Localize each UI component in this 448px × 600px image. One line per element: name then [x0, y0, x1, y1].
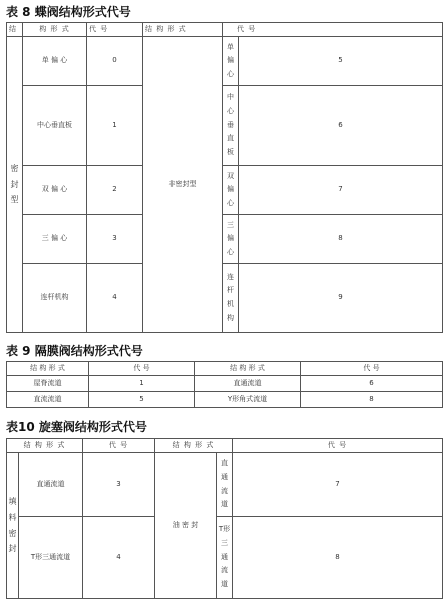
oil-seal-group: 油 密 封: [155, 453, 217, 599]
table-row: [7, 517, 443, 599]
table-row: [7, 264, 443, 333]
structure-name: 三 偏 心: [223, 215, 239, 264]
structure-code: 7: [233, 453, 443, 517]
header-cell: 结 构 形 式: [7, 439, 83, 453]
structure-code: 0: [87, 37, 143, 86]
header-cell: 结 构 形 式: [7, 362, 89, 376]
structure-code: 6: [239, 86, 443, 166]
structure-code: 8: [233, 517, 443, 599]
header-cell: 代 号: [83, 439, 155, 453]
structure-name: T形 三 通 流 道: [217, 517, 233, 599]
header-cell: 结 构 形 式: [155, 439, 233, 453]
header-cell: 代 号: [233, 439, 443, 453]
table-row: [7, 376, 443, 392]
table9-header-row: [7, 362, 443, 376]
seal-type-group: 密 封 型: [7, 37, 23, 333]
structure-code: 8: [239, 215, 443, 264]
table-row: [7, 453, 443, 517]
structure-code: 5: [239, 37, 443, 86]
structure-code: 3: [83, 453, 155, 517]
packing-seal-group: 填 料 密 封: [7, 453, 19, 599]
structure-name: 直通流道: [19, 453, 83, 517]
table9-title: 表 9 隔膜阀结构形式代号: [6, 344, 143, 358]
structure-code: 8: [301, 392, 443, 408]
table10-header-row: [7, 439, 443, 453]
structure-name: Y形角式流道: [195, 392, 301, 408]
structure-name: 单 偏 心: [223, 37, 239, 86]
structure-code: 6: [301, 376, 443, 392]
table8-header-row: [7, 23, 443, 37]
header-cell: 代 号: [223, 23, 443, 37]
table8: [6, 22, 443, 333]
structure-code: 9: [239, 264, 443, 333]
structure-code: 4: [87, 264, 143, 333]
header-cell: 结 构 形 式: [143, 23, 223, 37]
table-row: [7, 86, 443, 166]
structure-code: 2: [87, 166, 143, 215]
header-cell: 代 号: [89, 362, 195, 376]
header-cell: 结: [7, 23, 23, 37]
table10-title: 表10 旋塞阀结构形式代号: [6, 420, 147, 434]
structure-name: 中 心 垂 直 板: [223, 86, 239, 166]
table9: [6, 361, 443, 408]
structure-code: 3: [87, 215, 143, 264]
structure-name: 屋脊流道: [7, 376, 89, 392]
table-row: [7, 37, 443, 86]
structure-name: 双 偏 心: [223, 166, 239, 215]
structure-name: 连 杆 机 构: [223, 264, 239, 333]
header-cell: 结 构 形 式: [195, 362, 301, 376]
structure-name: 三 偏 心: [23, 215, 87, 264]
table-row: [7, 166, 443, 215]
structure-code: 7: [239, 166, 443, 215]
header-cell: 代 号: [87, 23, 143, 37]
structure-code: 5: [89, 392, 195, 408]
table8-title: 表 8 蝶阀结构形式代号: [6, 5, 131, 19]
structure-name: 中心垂直板: [23, 86, 87, 166]
table-row: [7, 215, 443, 264]
table10: [6, 438, 443, 599]
structure-name: 连杆机构: [23, 264, 87, 333]
non-seal-type-group: 非密封型: [143, 37, 223, 333]
structure-name: T形三通流道: [19, 517, 83, 599]
structure-code: 1: [87, 86, 143, 166]
table-row: [7, 392, 443, 408]
header-cell: 构 形 式: [23, 23, 87, 37]
structure-name: 直通流道: [195, 376, 301, 392]
header-cell: 代 号: [301, 362, 443, 376]
structure-name: 双 偏 心: [23, 166, 87, 215]
structure-name: 单 偏 心: [23, 37, 87, 86]
structure-name: 直流流道: [7, 392, 89, 408]
structure-name: 直 通 流 道: [217, 453, 233, 517]
structure-code: 4: [83, 517, 155, 599]
structure-code: 1: [89, 376, 195, 392]
